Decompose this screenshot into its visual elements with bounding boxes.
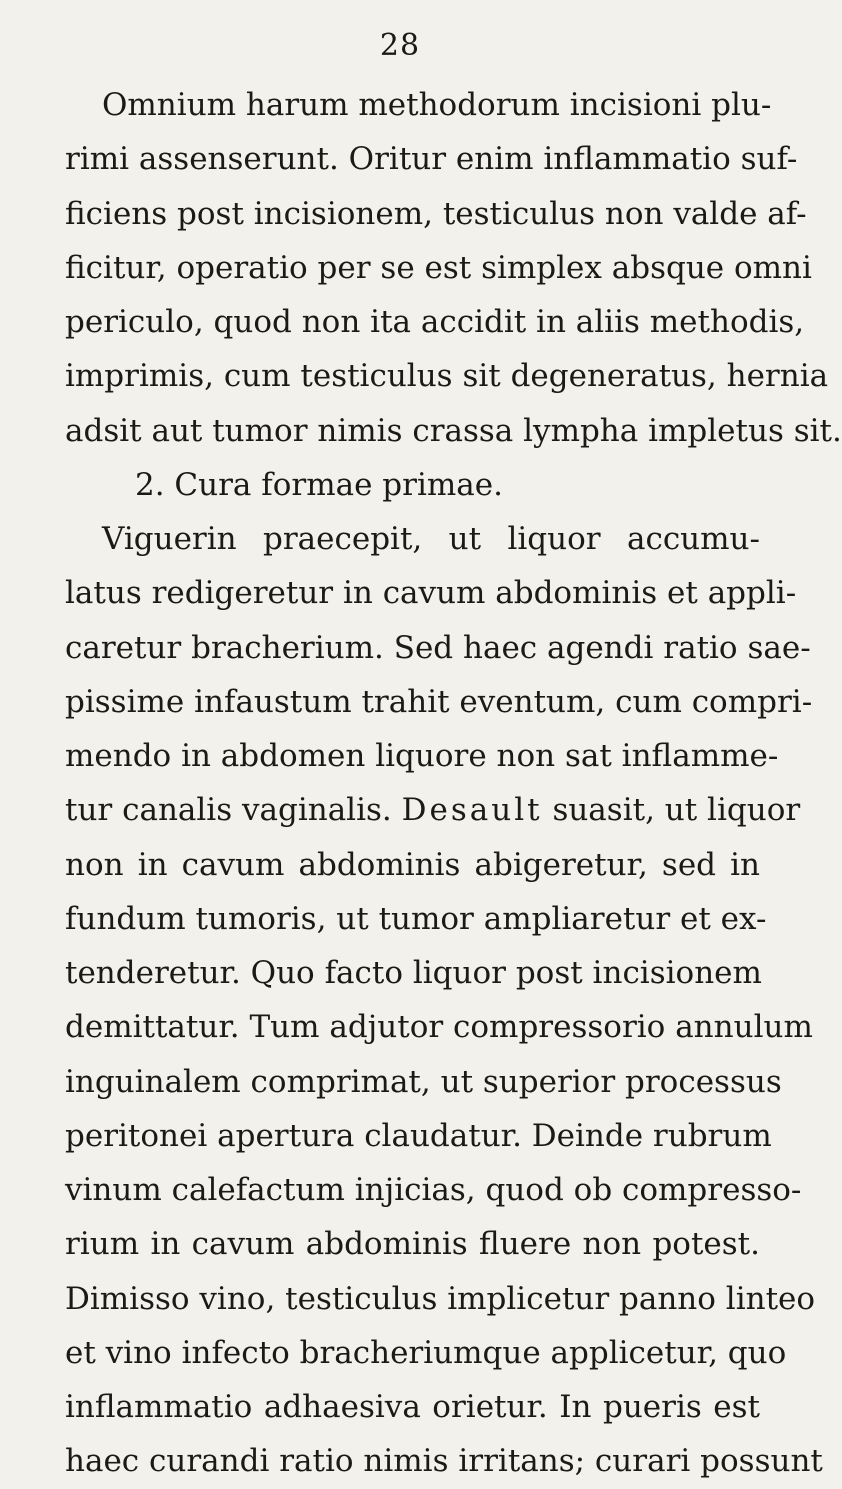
text-line: caretur bracherium. Sed haec agendi ratio sae-	[65, 629, 811, 666]
text-line: et vino infecto bracheriumque applicetur, quo	[65, 1334, 787, 1371]
text-line-end: suasit, ut liquor	[552, 792, 801, 829]
text-line: latus redigeretur in cavum abdominis et appli-	[65, 575, 797, 612]
text-line: Dimisso vino, testiculus implicetur panno linteo	[65, 1280, 816, 1317]
text-line: adsit aut tumor nimis crassa lympha impletus sit.	[65, 412, 842, 449]
text-line: rimi assenserunt. Oritur enim inflammatio suf-	[65, 141, 798, 178]
text-line: inguinalem comprimat, ut superior processus	[65, 1063, 782, 1100]
body-text	[65, 78, 842, 1489]
text-line: haec curandi ratio nimis irritans; curari possunt	[65, 1443, 823, 1480]
text-line: mendo in abdomen liquore non sat inflamme-	[65, 738, 779, 774]
text-line: Omnium harum methodorum incisioni plu-	[102, 87, 772, 123]
page-number: 28	[379, 28, 421, 63]
text-line: periculo, quod non ita accidit in aliis methodis,	[65, 304, 805, 340]
text-line: pissime infaustum trahit eventum, cum compri-	[65, 683, 813, 720]
text-line: ficiens post incisionem, testiculus non valde af-	[65, 195, 807, 232]
text-line: Viguerin praecepit, ut liquor accumu-	[102, 521, 760, 557]
text-line: peritonei apertura claudatur. Deinde rubrum	[65, 1117, 772, 1154]
text-line	[65, 783, 801, 837]
text-line-start: tur canalis vaginalis.	[65, 792, 392, 829]
text-line: rium in cavum abdominis fluere non potest.	[65, 1226, 760, 1263]
author-name: Desault	[401, 792, 543, 829]
text-line: non in cavum abdominis abigeretur, sed in	[65, 846, 760, 883]
text-line: demittatur. Tum adjutor compressorio annulum	[65, 1009, 813, 1046]
text-line: tenderetur. Quo facto liquor post incisionem	[65, 955, 762, 991]
text-line: imprimis, cum testiculus sit degeneratus, hernia	[65, 358, 829, 395]
text-line: fundum tumoris, ut tumor ampliaretur et ex-	[65, 900, 767, 937]
text-line: inflammatio adhaesiva orietur. In pueris est	[65, 1389, 760, 1425]
text-line: vinum calefactum injicias, quod ob compresso-	[65, 1172, 802, 1208]
text-line: ficitur, operatio per se est simplex absque omni	[65, 249, 812, 286]
section-heading: 2. Cura formae primae.	[135, 466, 503, 503]
